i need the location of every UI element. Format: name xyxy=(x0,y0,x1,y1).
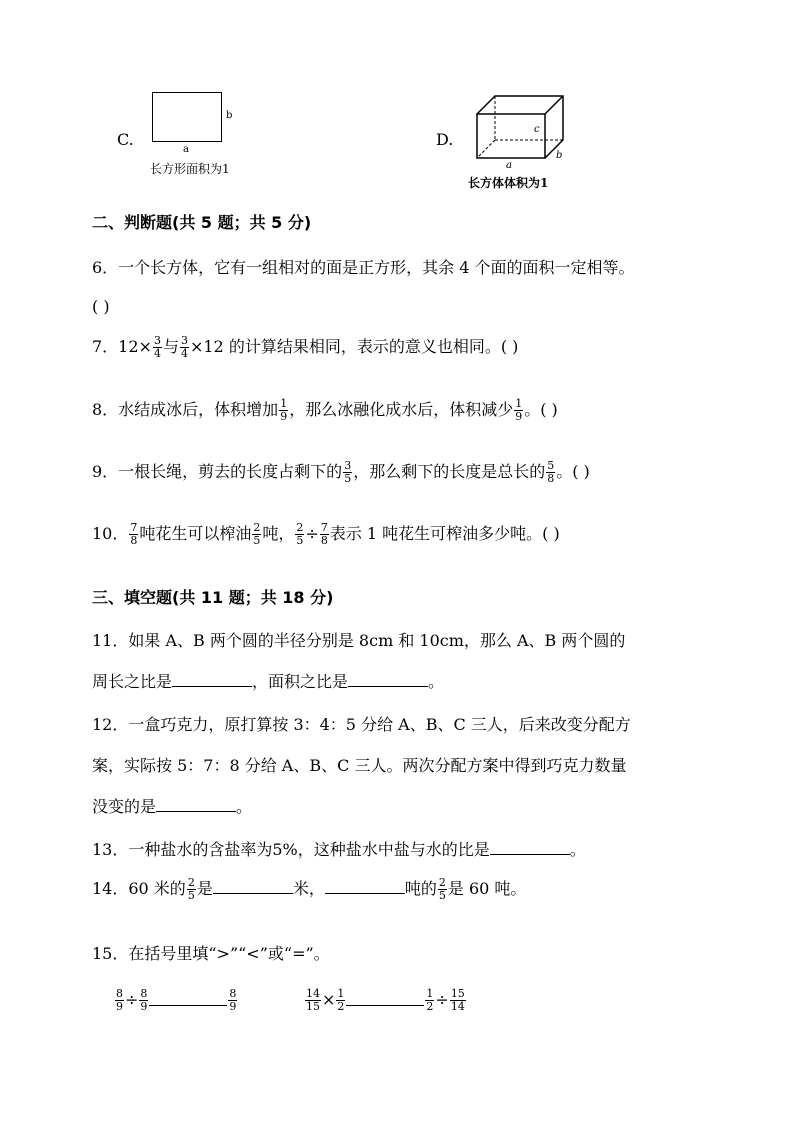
fraction: $\frac{15}{14}$ xyxy=(450,987,465,1013)
cuboid-figure xyxy=(470,92,570,164)
answer-blank[interactable] xyxy=(213,879,293,894)
fraction: $\frac{3}{5}$ xyxy=(344,459,352,485)
rectangle-figure xyxy=(152,92,222,142)
fraction: $\frac{1}{9}$ xyxy=(515,397,523,423)
question-10: 10． $\frac{7}{8}$ 吨花生可以榨油 $\frac{2}{5}$ 吨， $\frac{2}{5}$ ÷ $\frac{7}{8}$ 表示 1 吨花生可榨油多少吨。( ) xyxy=(92,521,560,547)
answer-blank[interactable] xyxy=(348,672,428,687)
question-11-line2: 周长之比是 ，面积之比是 。 xyxy=(92,672,445,691)
compare-blank[interactable] xyxy=(149,995,227,1006)
fraction: $\frac{2}{5}$ xyxy=(253,521,261,547)
fraction: $\frac{2}{5}$ xyxy=(296,521,304,547)
answer-blank[interactable] xyxy=(490,840,570,855)
cuboid-edge-a: a xyxy=(506,160,512,171)
question-14: 14．60 米的 $\frac{2}{5}$ 是 米， 吨的 $\frac{2}{5}$ 是 60 吨。 xyxy=(92,876,527,902)
answer-blank[interactable] xyxy=(325,879,405,894)
fraction: $\frac{1}{9}$ xyxy=(280,397,288,423)
question-12-line3: 没变的是 。 xyxy=(92,797,253,816)
fraction: $\frac{1}{2}$ xyxy=(337,987,345,1013)
answer-blank[interactable] xyxy=(156,797,236,812)
compare-blank[interactable] xyxy=(346,995,424,1006)
question-8: 8．水结成冰后，体积增加 $\frac{1}{9}$ ，那么冰融化成水后，体积减少 $\frac{1}{9}$ 。( ) xyxy=(92,397,558,423)
option-c-caption: 长方形面积为1 xyxy=(150,162,230,176)
question-13: 13．一种盐水的含盐率为5%，这种盐水中盐与水的比是 。 xyxy=(92,840,586,859)
section-2-title: 二、判断题(共 5 题；共 5 分) xyxy=(92,213,312,232)
fraction: $\frac{2}{5}$ xyxy=(187,876,195,902)
question-12-line1: 12．一盒巧克力，原打算按 3：4：5 分给 A、B、C 三人，后来改变分配方 xyxy=(92,715,631,734)
question-6-paren: ( ) xyxy=(92,297,110,316)
cuboid-edge-c: c xyxy=(534,124,540,135)
fraction: $\frac{8}{9}$ xyxy=(229,987,237,1013)
compare-expression-2: $\frac{14}{15}$ × $\frac{1}{2}$ $\frac{1}{2}$ ÷ $\frac{15}{14}$ xyxy=(306,987,465,1013)
option-c-label: C. xyxy=(117,130,134,149)
question-6: 6．一个长方体，它有一组相对的面是正方形，其余 4 个面的面积一定相等。 xyxy=(92,258,635,277)
section-3-title: 三、填空题(共 11 题；共 18 分) xyxy=(92,588,334,607)
rect-side-b: b xyxy=(226,110,233,121)
fraction: $\frac{3}{4}$ xyxy=(153,334,161,360)
fraction: $\frac{1}{2}$ xyxy=(426,987,434,1013)
question-11-line1: 11．如果 A、B 两个圆的半径分别是 8cm 和 10cm，那么 A、B 两个圆的 xyxy=(92,631,626,650)
option-d-caption: 长方体体积为1 xyxy=(468,176,549,190)
answer-blank[interactable] xyxy=(172,672,252,687)
fraction: $\frac{2}{5}$ xyxy=(438,876,446,902)
question-15: 15．在括号里填“>”“<”或“=”。 xyxy=(92,944,330,963)
option-d-label: D. xyxy=(436,130,454,149)
fraction: $\frac{7}{8}$ xyxy=(320,521,328,547)
question-7: 7．12× $\frac{3}{4}$ 与 $\frac{3}{4}$ ×12 的计算结果相同，表示的意义也相同。( ) xyxy=(92,334,519,360)
fraction: $\frac{8}{9}$ xyxy=(140,987,148,1013)
question-9: 9．一根长绳，剪去的长度占剩下的 $\frac{3}{5}$ ，那么剩下的长度是总长的 $\frac{5}{8}$ 。( ) xyxy=(92,459,590,485)
rect-side-a: a xyxy=(183,144,189,155)
fraction: $\frac{14}{15}$ xyxy=(306,987,320,1013)
fraction: $\frac{7}{8}$ xyxy=(130,521,138,547)
cuboid-edge-b: b xyxy=(556,150,563,161)
compare-expression-1: $\frac{8}{9}$ ÷ $\frac{8}{9}$ $\frac{8}{9}$ xyxy=(116,987,237,1013)
fraction: $\frac{8}{9}$ xyxy=(116,987,123,1013)
fraction: $\frac{5}{8}$ xyxy=(547,459,555,485)
fraction: $\frac{3}{4}$ xyxy=(180,334,188,360)
question-12-line2: 案，实际按 5：7：8 分给 A、B、C 三人。两次分配方案中得到巧克力数量 xyxy=(92,756,627,775)
